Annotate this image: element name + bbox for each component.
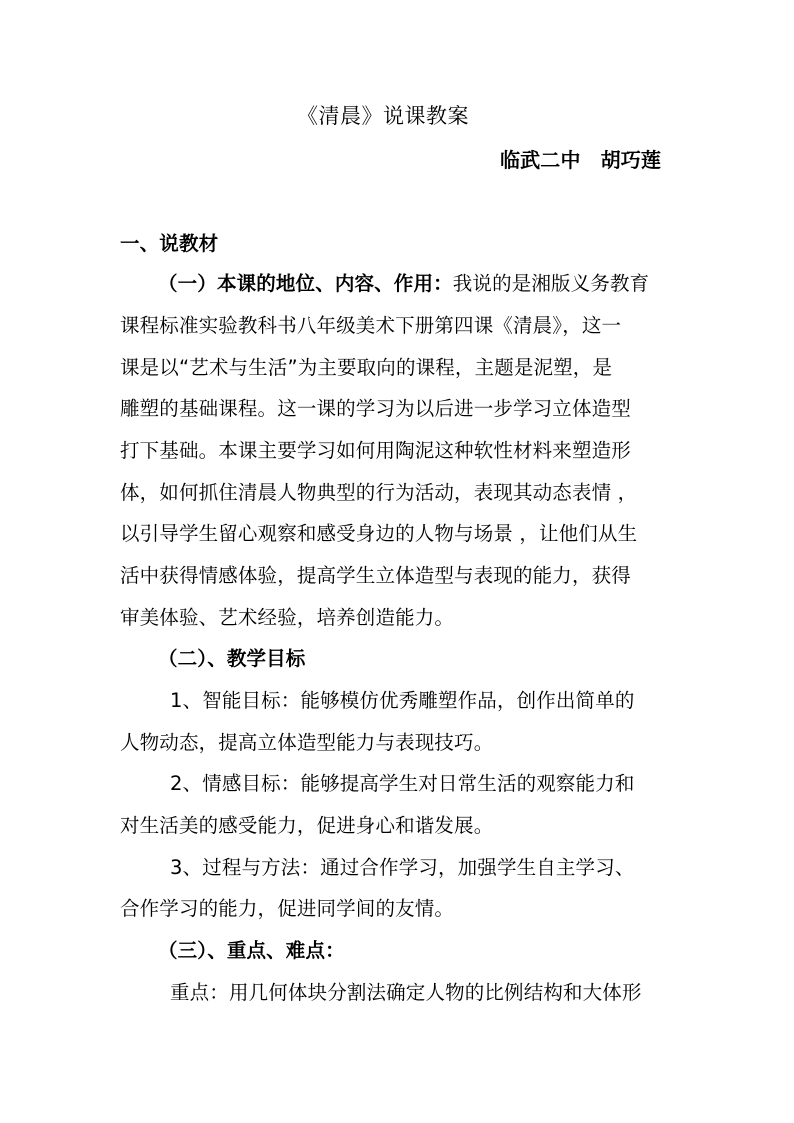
paragraph-line: 人物动态，提高立体造型能力与表现技巧。 xyxy=(120,731,494,754)
paragraph-line: 3、过程与方法：通过合作学习，加强学生自主学习、 xyxy=(170,856,635,879)
paragraph-text: 我说的是湘版义务教育 xyxy=(452,272,650,295)
paragraph-line: 1、智能目标：能够模仿优秀雕塑作品，创作出简单的 xyxy=(170,689,635,712)
paragraph-line: 课程标准实验教科书八年级美术下册第四课《清晨》，这一 xyxy=(120,314,622,337)
paragraph-line: 打下基础。本课主要学习如何用陶泥这种软性材料来塑造形 xyxy=(120,439,631,462)
paragraph-line: 审美体验、艺术经验，培养创造能力。 xyxy=(120,606,455,629)
subsection1-heading: （一）本课的地位、内容、作用： xyxy=(158,272,453,295)
subsection2-heading: （二）、教学目标 xyxy=(158,647,306,670)
subsection3-heading: （三）、重点、难点： xyxy=(158,939,345,962)
paragraph-line: 以引导学生留心观察和感受身边的人物与场景 ，让他们从生 xyxy=(120,522,638,545)
document-title: 《清晨》说课教案 xyxy=(297,104,469,128)
paragraph-line: 对生活美的感受能力，促进身心和谐发展。 xyxy=(120,814,494,837)
author-line xyxy=(500,148,661,172)
author-name: 胡巧莲 xyxy=(600,148,662,172)
section1-heading: 一、说教材 xyxy=(120,232,219,255)
paragraph-line: 体，如何抓住清晨人物典型的行为活动，表现其动态表情 ， xyxy=(120,481,638,504)
paragraph-line: 雕塑的基础课程。这一课的学习为以后进一步学习立体造型 xyxy=(120,397,631,420)
paragraph-line: 活中获得情感体验，提高学生立体造型与表现的能力，获得 xyxy=(120,564,631,587)
author-school: 临武二中 xyxy=(500,148,581,172)
paragraph-line xyxy=(158,272,649,296)
paragraph-line: 重点：用几何体块分割法确定人物的比例结构和大体形 xyxy=(170,981,642,1004)
paragraph-line: 合作学习的能力，促进同学间的友情。 xyxy=(120,897,455,920)
paragraph-line: 2、情感目标：能够提高学生对日常生活的观察能力和 xyxy=(170,772,635,795)
paragraph-line: 课是以“艺术与生活”为主要取向的课程，主题是泥塑，是 xyxy=(120,356,613,379)
